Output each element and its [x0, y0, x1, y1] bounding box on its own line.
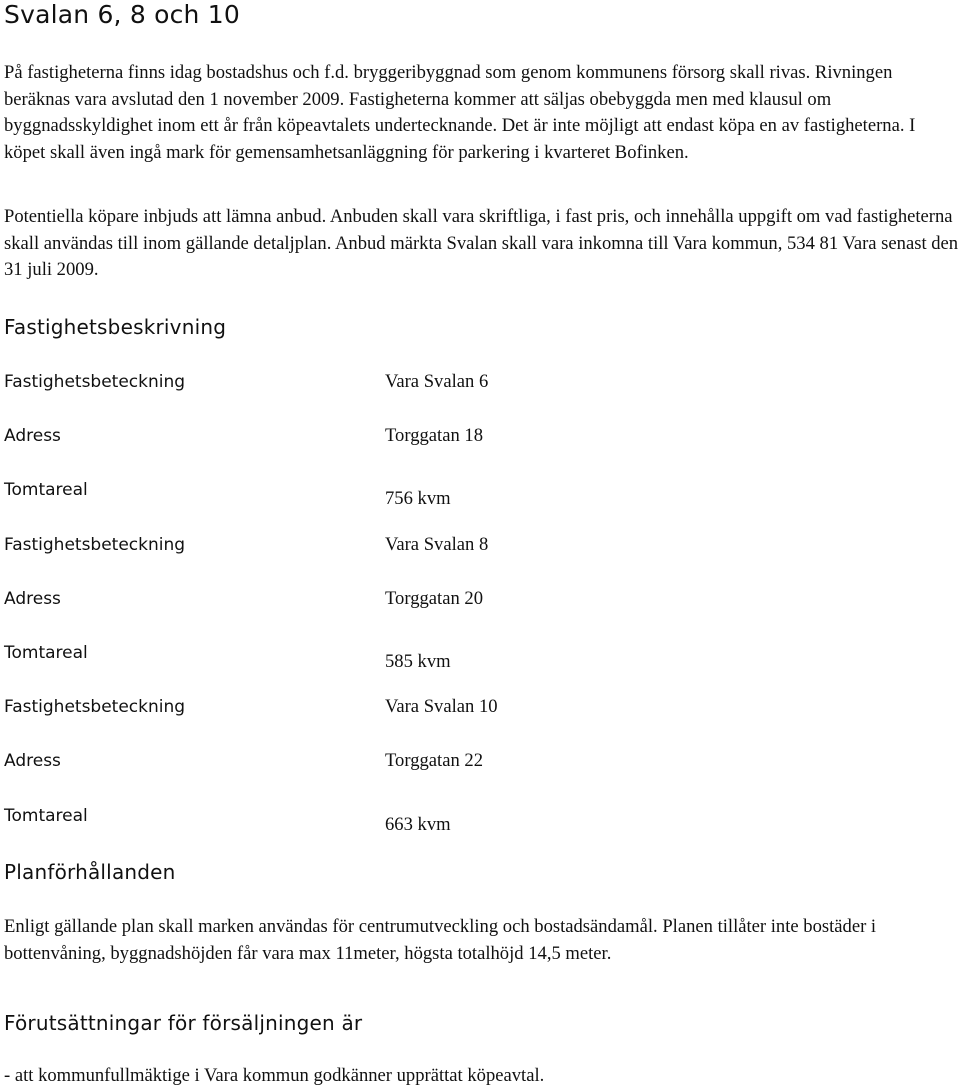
area-value: 756 kvm [385, 488, 451, 510]
address-value: Torggatan 20 [385, 587, 484, 609]
designation-value: Vara Svalan 10 [385, 696, 498, 718]
area-label: Tomtareal [4, 642, 88, 663]
property-address-row [4, 748, 904, 802]
area-value: 663 kvm [385, 813, 451, 835]
intro-paragraph-1: På fastigheterna finns idag bostadshus och f.d. bryggeribyggnad som genom kommunens försorg skall rivas. Rivningen beräknas vara avslutad den 1 november 2009. Fastigheterna kommer att säljas obebyggda men med klausul om byggnadsskyldighet inom ett år från köpeavtalets undertecknande. Det är inte möjligt att endast köpa en av fastigheterna. I köpet skall även ingå mark för gemensamhetsanläggning för parkering i kvarteret Bofinken. [4, 62, 916, 163]
designation-label: Fastighetsbeteckning [4, 372, 186, 392]
designation-label: Fastighetsbeteckning [4, 534, 186, 555]
designation-value: Vara Svalan 8 [385, 533, 489, 555]
property-address-row [4, 586, 904, 640]
designation-value: Vara Svalan 6 [385, 371, 489, 392]
area-label: Tomtareal [4, 805, 88, 826]
address-label: Adress [4, 751, 61, 772]
area-label: Tomtareal [4, 480, 88, 501]
designation-label: Fastighetsbeteckning [4, 697, 186, 718]
description-heading: Fastighetsbeskrivning [4, 315, 227, 339]
property-area-row [4, 477, 904, 531]
intro-paragraph-2: Potentiella köpare inbjuds att lämna anbud. Anbuden skall vara skriftliga, i fast pris, och innehålla uppgift om vad fastigheterna skall användas till inom gällande detaljplan. Anbud märkta Svalan skall vara inkomna till Vara kommun, 534 81 Vara senast den 31 juli 2009. [4, 206, 959, 280]
property-address-row [4, 423, 904, 477]
property-area-row [4, 640, 904, 694]
property-designation-row [4, 694, 904, 748]
area-value: 585 kvm [385, 650, 451, 672]
address-label: Adress [4, 426, 61, 447]
property-designation-row [4, 369, 904, 423]
page-title: Svalan 6, 8 och 10 [4, 0, 240, 29]
plan-paragraph: Enligt gällande plan skall marken användas för centrumutveckling och bostadsändamål. Planen tillåter inte bostäder i bottenvåning, byggnadshöjden får vara max 11meter, högsta totalhöjd 14,5 meter. [4, 916, 877, 964]
conditions-heading: Förutsättningar för försäljningen är [4, 1011, 363, 1035]
property-list [4, 369, 904, 857]
address-value: Torggatan 22 [385, 750, 484, 772]
property-designation-row [4, 532, 904, 586]
address-value: Torggatan 18 [385, 425, 484, 447]
plan-heading: Planförhållanden [4, 860, 176, 884]
address-label: Adress [4, 588, 61, 609]
property-area-row [4, 803, 904, 857]
conditions-item: - att kommunfullmäktige i Vara kommun godkänner upprättat köpeavtal. [4, 1065, 545, 1086]
